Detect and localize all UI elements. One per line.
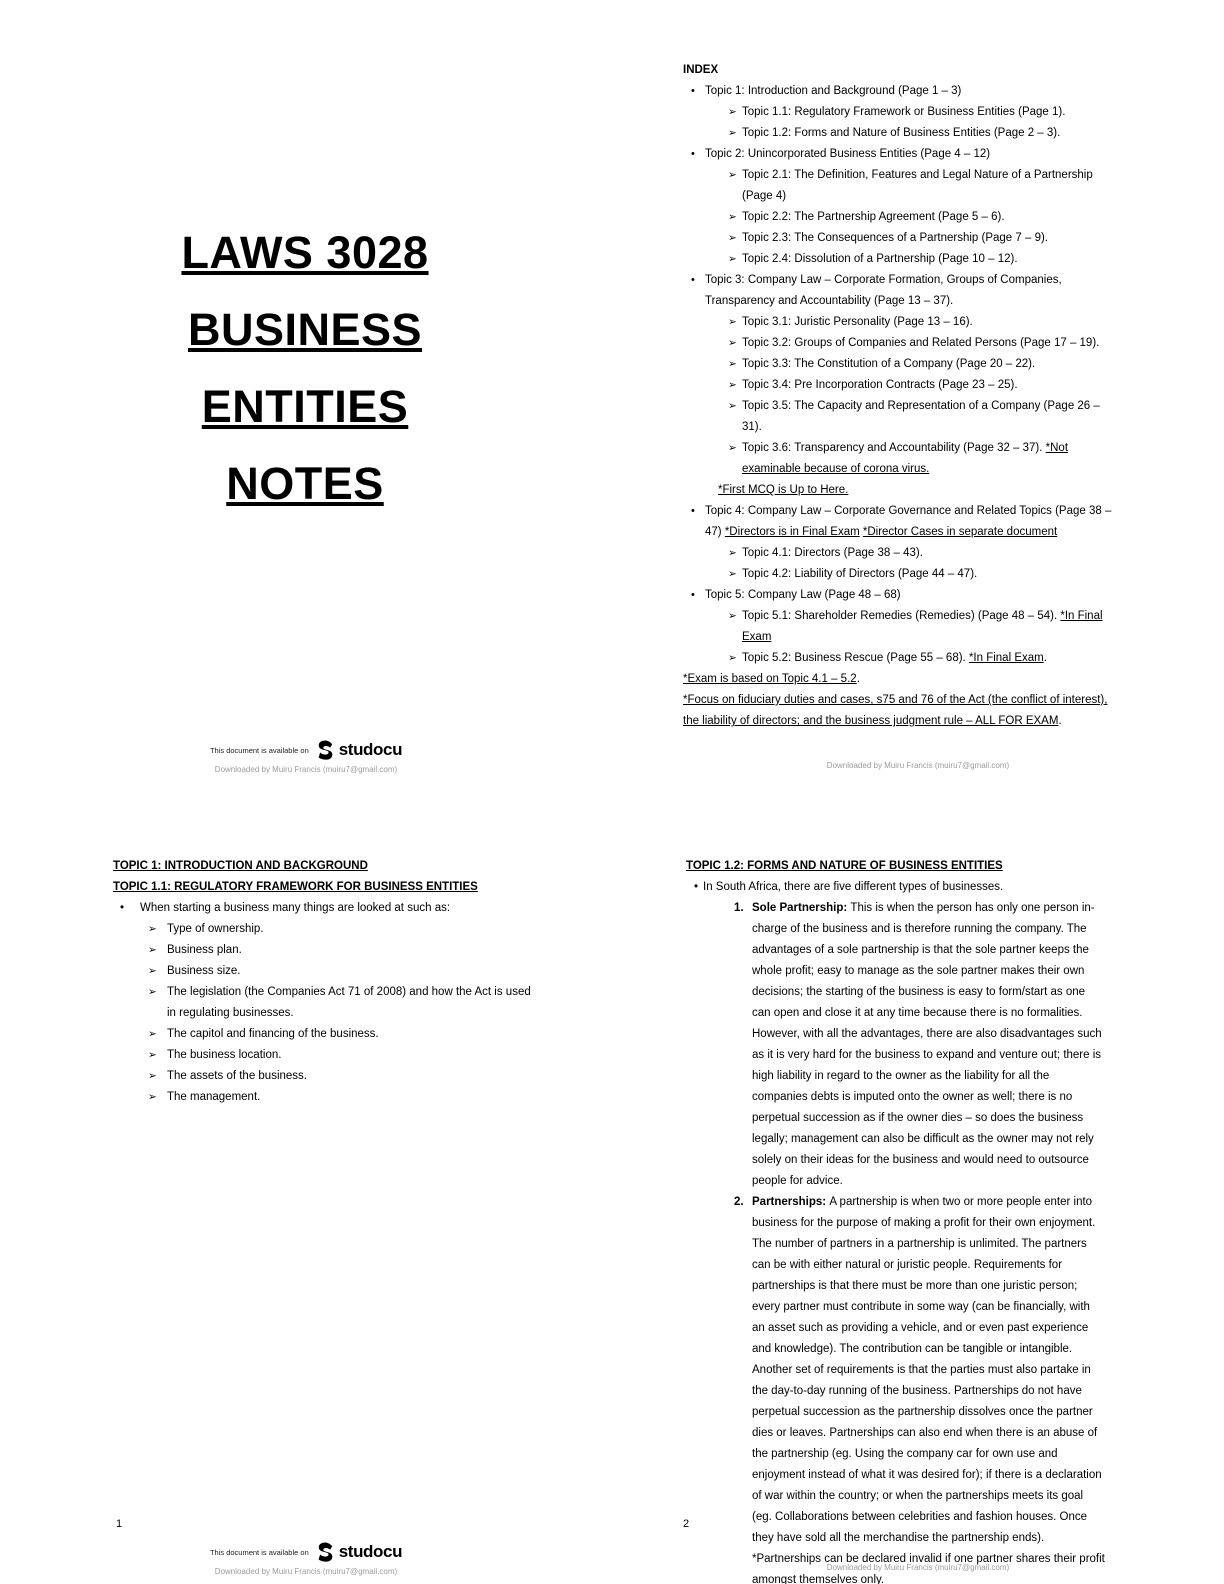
index-item-text: Topic 4.2: Liability of Directors (Page 44 – 47). bbox=[742, 568, 978, 580]
index-item bbox=[683, 312, 1120, 333]
arrow-icon: ➢ bbox=[728, 358, 737, 370]
index-item-text: Topic 1.2: Forms and Nature of Business Entities (Page 2 – 3). bbox=[742, 127, 1061, 139]
index-item-text: Topic 2.2: The Partnership Agreement (Page 5 – 6). bbox=[742, 211, 1005, 223]
available-on-text: This document is available on bbox=[209, 1547, 309, 1557]
arrow-icon: ➢ bbox=[148, 1091, 157, 1103]
index-item bbox=[683, 585, 1120, 606]
sub-bullet-list bbox=[113, 919, 540, 1108]
arrow-icon: ➢ bbox=[728, 400, 737, 412]
underlined-note-text: *In Final Exam bbox=[742, 610, 1103, 643]
index-item-text: Topic 3.3: The Constitution of a Company (Page 20 – 22). bbox=[742, 358, 1036, 370]
item-text: A partnership is when two or more people enter into business for the purpose of making a profit for their own enjoyment. The number of partners in a partnership is unlimited. The partners can be with either natural or juristic people. Requirements for partnerships is that there must be more than one juristic person; every partner must contribute in some way (can be financially, with an asset such as providing a vehicle, and or even past experience and knowledge). The contribution can be tangible or intangible. Another set of requirements is that the parties must also partake in the day-to-day running of the business. Partnerships do not have perpetual succession as the partnership dissolves once the partner dies or leaves. Partnerships can also end when there is an abuse of the partnership (eg. Using the company car for own use and enjoyment instead of what it was desired for); if there is a declaration of war within the country; or when the partnerships meets its goal (eg. Collaborations between celebrities and fashion houses. Once they have sold all the merchandise the partnership ends). *Partnerships can be declared invalid if one partner shares their profit amongst themselves only. bbox=[752, 1196, 1105, 1584]
sub-bullet-item bbox=[113, 1087, 540, 1108]
index-item-text: Topic 3.5: The Capacity and Representation of a Company (Page 26 – 31). bbox=[742, 400, 1100, 433]
arrow-icon: ➢ bbox=[728, 337, 737, 349]
index-content bbox=[683, 60, 1120, 732]
item-text: This is when the person has only one person in-charge of the business and is therefore running the company. The advantages of a sole partnership is that the sole partner keeps the whole profit; easy to manage as the sole partner makes their own decisions; the starting of the business is easy to form/start as one can open and close it at any time because there is no formalities. However, with all the advantages, there are also disadvantages such as it is very hard for the business to expand and venture out; there is high liability in regard to the owner as the liability for all the companies debts is imputed onto the owner as well; there is no perpetual succession as if the owner dies – so does the business legally; management can also be difficult as the owner may not rely solely on their ideas for the business and would need to outsource people for advice. bbox=[752, 902, 1102, 1187]
arrow-icon: ➢ bbox=[728, 610, 737, 622]
arrow-icon: ➢ bbox=[728, 169, 737, 181]
downloaded-by-text: Downloaded by Muiru Francis (muiru7@gmail.com) bbox=[826, 761, 1010, 770]
sub-bullet-text: The management. bbox=[167, 1091, 261, 1103]
index-item-text: Topic 2: Unincorporated Business Entities (Page 4 – 12) bbox=[705, 148, 991, 160]
arrow-icon: ➢ bbox=[728, 442, 737, 454]
document-title bbox=[40, 214, 570, 522]
index-item bbox=[683, 690, 1120, 732]
index-item-text: Topic 5.2: Business Rescue (Page 55 – 68). bbox=[742, 652, 969, 664]
item-label: Partnerships: bbox=[752, 1196, 830, 1208]
index-item bbox=[683, 438, 1120, 480]
downloaded-by-text: Downloaded by Muiru Francis (muiru7@gmail.com) bbox=[826, 1563, 1010, 1572]
item-number: 2. bbox=[734, 1196, 744, 1208]
index-item bbox=[683, 249, 1120, 270]
studocu-footer bbox=[612, 1560, 1224, 1572]
arrow-icon: ➢ bbox=[728, 253, 737, 265]
index-item bbox=[683, 396, 1120, 438]
page-number: 2 bbox=[683, 1518, 690, 1530]
index-item bbox=[683, 648, 1120, 669]
underlined-note-text: *Not examinable because of corona virus. bbox=[742, 442, 1069, 475]
index-item-text: Topic 5: Company Law (Page 48 – 68) bbox=[705, 589, 901, 601]
sub-bullet-text: Type of ownership. bbox=[167, 923, 264, 935]
sub-bullet-item bbox=[113, 919, 540, 940]
studocu-footer bbox=[0, 1540, 612, 1576]
sub-bullet-item bbox=[113, 961, 540, 982]
index-item-text: Topic 3: Company Law – Corporate Formation, Groups of Companies, Transparency and Accountability (Page 13 – 37). bbox=[705, 274, 1062, 307]
index-item bbox=[683, 102, 1120, 123]
bullet-icon: • bbox=[691, 589, 695, 601]
page-2-content bbox=[686, 856, 1105, 1584]
bullet-icon: • bbox=[691, 148, 695, 160]
index-item bbox=[683, 228, 1120, 249]
intro-bullet bbox=[686, 877, 1105, 898]
downloaded-by-text: Downloaded by Muiru Francis (muiru7@gmail.com) bbox=[214, 1567, 398, 1576]
numbered-item bbox=[686, 1192, 1105, 1584]
index-item-text: Topic 5.1: Shareholder Remedies (Remedies) (Page 48 – 54). bbox=[742, 610, 1061, 622]
item-number: 1. bbox=[734, 902, 744, 914]
bullet-icon: • bbox=[120, 902, 125, 914]
intro-text: In South Africa, there are five different types of businesses. bbox=[703, 881, 1004, 893]
title-line-2: BUSINESS bbox=[187, 304, 423, 355]
index-item-text: Topic 3.4: Pre Incorporation Contracts (Page 23 – 25). bbox=[742, 379, 1018, 391]
index-item bbox=[683, 543, 1120, 564]
index-item-text: Topic 2.3: The Consequences of a Partnership (Page 7 – 9). bbox=[742, 232, 1049, 244]
index-item-text: Topic 3.1: Juristic Personality (Page 13 – 16). bbox=[742, 316, 973, 328]
underlined-note-text: *First MCQ is Up to Here. bbox=[718, 484, 849, 496]
index-item-text: Topic 1.1: Regulatory Framework or Business Entities (Page 1). bbox=[742, 106, 1066, 118]
arrow-icon: ➢ bbox=[148, 965, 157, 977]
index-item bbox=[683, 669, 1120, 690]
index-item bbox=[683, 480, 1120, 501]
index-item bbox=[683, 144, 1120, 165]
page-1-content bbox=[113, 856, 540, 1108]
index-item-text: . bbox=[856, 673, 860, 685]
underlined-note-text: *Exam is based on Topic 4.1 – 5.2 bbox=[683, 673, 857, 685]
index-item bbox=[683, 606, 1120, 648]
arrow-icon: ➢ bbox=[148, 944, 157, 956]
sub-bullet-item bbox=[113, 940, 540, 961]
notes-page-2 bbox=[612, 792, 1224, 1584]
index-item-text: Topic 4.1: Directors (Page 38 – 43). bbox=[742, 547, 923, 559]
sub-bullet-text: Business size. bbox=[167, 965, 241, 977]
arrow-icon: ➢ bbox=[728, 106, 737, 118]
arrow-icon: ➢ bbox=[728, 127, 737, 139]
arrow-icon: ➢ bbox=[148, 986, 157, 998]
page-number: 1 bbox=[116, 1518, 123, 1530]
index-item bbox=[683, 165, 1120, 207]
index-item bbox=[683, 354, 1120, 375]
index-item-text: Topic 3.6: Transparency and Accountability (Page 32 – 37). bbox=[742, 442, 1046, 454]
arrow-icon: ➢ bbox=[728, 379, 737, 391]
title-line-1: LAWS 3028 bbox=[181, 227, 429, 278]
index-item bbox=[683, 81, 1120, 102]
notes-page-1 bbox=[0, 792, 612, 1584]
bullet-icon: • bbox=[694, 881, 699, 893]
index-item bbox=[683, 207, 1120, 228]
intro-bullet bbox=[113, 898, 540, 919]
index-item-text: Topic 3.2: Groups of Companies and Related Persons (Page 17 – 19). bbox=[742, 337, 1100, 349]
sub-bullet-text: The business location. bbox=[167, 1049, 282, 1061]
index-item-text: Topic 4: Company Law – Corporate Governance and Related Topics (Page 38 – 47) bbox=[705, 505, 1112, 538]
topic-1-1-heading: TOPIC 1.1: REGULATORY FRAMEWORK FOR BUSINESS ENTITIES bbox=[113, 881, 478, 893]
title-line-4: NOTES bbox=[226, 458, 384, 509]
arrow-icon: ➢ bbox=[728, 211, 737, 223]
arrow-icon: ➢ bbox=[728, 232, 737, 244]
underlined-note-text: *Director Cases in separate document bbox=[862, 526, 1058, 538]
index-item-text: Topic 2.4: Dissolution of a Partnership (Page 10 – 12). bbox=[742, 253, 1018, 265]
arrow-icon: ➢ bbox=[728, 652, 737, 664]
arrow-icon: ➢ bbox=[148, 923, 157, 935]
downloaded-by-text: Downloaded by Muiru Francis (muiru7@gmail.com) bbox=[214, 765, 398, 774]
index-heading: INDEX bbox=[683, 64, 719, 76]
topic-1-2-heading: TOPIC 1.2: FORMS AND NATURE OF BUSINESS ENTITIES bbox=[686, 860, 1003, 872]
bullet-icon: • bbox=[691, 85, 695, 97]
index-item-text: . bbox=[1043, 652, 1047, 664]
topic-1-heading: TOPIC 1: INTRODUCTION AND BACKGROUND bbox=[113, 860, 368, 872]
studocu-footer bbox=[0, 738, 612, 774]
underlined-note-text: *In Final Exam bbox=[968, 652, 1044, 664]
arrow-icon: ➢ bbox=[148, 1049, 157, 1061]
studocu-wordmark: studocu bbox=[338, 740, 403, 759]
studocu-footer bbox=[612, 758, 1224, 770]
underlined-note-text: *Directors is in Final Exam bbox=[724, 526, 860, 538]
studocu-logo-icon bbox=[316, 739, 335, 761]
sub-bullet-item bbox=[113, 1045, 540, 1066]
index-page bbox=[612, 0, 1224, 792]
arrow-icon: ➢ bbox=[148, 1070, 157, 1082]
item-label: Sole Partnership: bbox=[752, 902, 851, 914]
index-item-text: . bbox=[1058, 715, 1062, 727]
sub-bullet-item bbox=[113, 1066, 540, 1087]
index-item bbox=[683, 270, 1120, 312]
studocu-logo-icon bbox=[316, 1541, 335, 1563]
arrow-icon: ➢ bbox=[148, 1028, 157, 1040]
index-item bbox=[683, 375, 1120, 396]
arrow-icon: ➢ bbox=[728, 547, 737, 559]
sub-bullet-text: Business plan. bbox=[167, 944, 242, 956]
sub-bullet-text: The assets of the business. bbox=[167, 1070, 307, 1082]
index-item bbox=[683, 564, 1120, 585]
arrow-icon: ➢ bbox=[728, 316, 737, 328]
numbered-item bbox=[686, 898, 1105, 1192]
sub-bullet-text: The legislation (the Companies Act 71 of 2008) and how the Act is used in regulating businesses. bbox=[167, 986, 531, 1019]
index-item bbox=[683, 501, 1120, 543]
available-on-text: This document is available on bbox=[209, 745, 309, 755]
sub-bullet-item bbox=[113, 982, 540, 1024]
numbered-list bbox=[686, 898, 1105, 1584]
intro-text: When starting a business many things are looked at such as: bbox=[140, 902, 451, 914]
bullet-icon: • bbox=[691, 505, 695, 517]
sub-bullet-item bbox=[113, 1024, 540, 1045]
index-item bbox=[683, 333, 1120, 354]
bullet-icon: • bbox=[691, 274, 695, 286]
index-item-text: Topic 1: Introduction and Background (Page 1 – 3) bbox=[705, 85, 962, 97]
index-item-text: Topic 2.1: The Definition, Features and Legal Nature of a Partnership (Page 4) bbox=[742, 169, 1093, 202]
title-line-3: ENTITIES bbox=[201, 381, 409, 432]
sub-bullet-text: The capitol and financing of the business. bbox=[167, 1028, 379, 1040]
underlined-note-text: *Focus on fiduciary duties and cases, s75 and 76 of the Act (the conflict of interest), the liability of directors; and the business judgment rule – ALL FOR EXAM bbox=[683, 694, 1108, 727]
arrow-icon: ➢ bbox=[728, 568, 737, 580]
studocu-wordmark: studocu bbox=[338, 1542, 403, 1561]
index-list bbox=[683, 81, 1120, 732]
index-item bbox=[683, 123, 1120, 144]
title-page bbox=[0, 0, 612, 792]
